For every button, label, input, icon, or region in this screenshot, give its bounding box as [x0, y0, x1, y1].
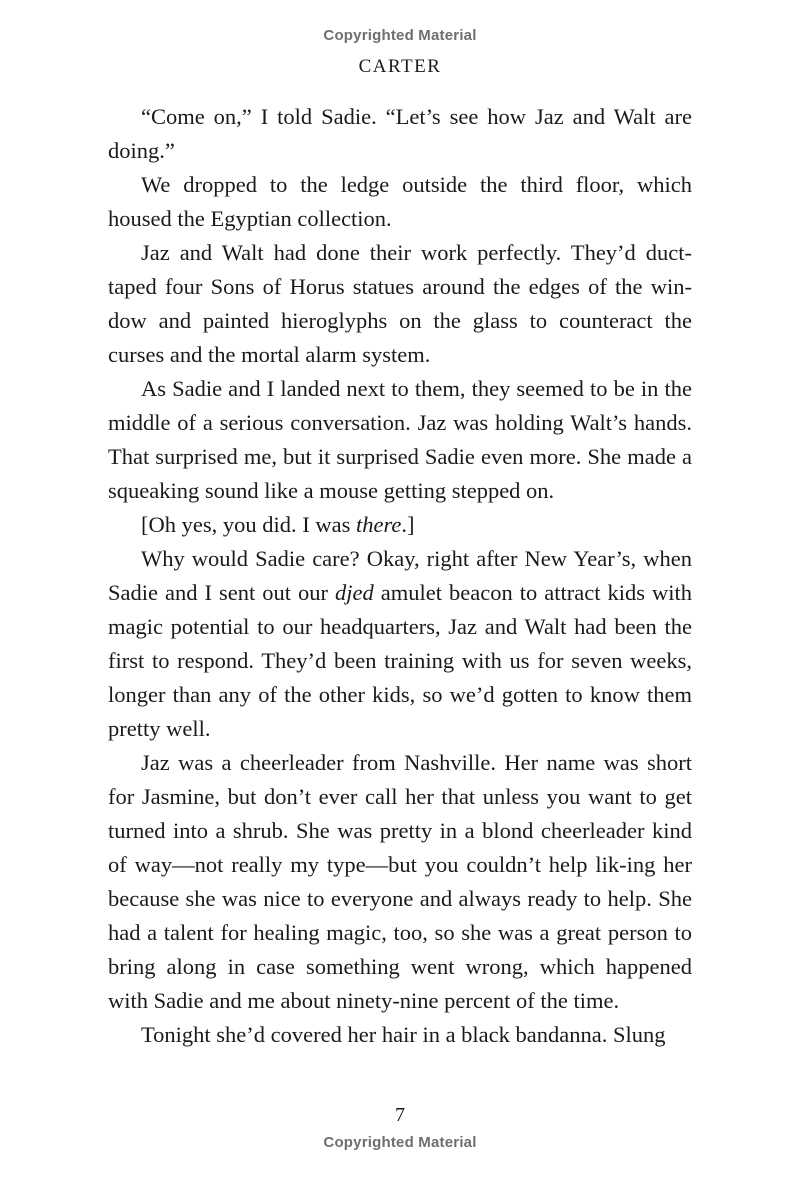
- text-run: Tonight she’d covered her hair in a black bandanna. Slung: [141, 1022, 666, 1047]
- text-run: Why would Sadie care? Okay, right after New Year’s, when Sadie and I sent out our: [108, 546, 692, 605]
- text-run: Jaz was a cheerleader from Nashville. Her name was short for Jasmine, but don’t ever call her that unless you want to get turned into a shrub. She was pretty in a blond cheerleader kind of way—not really my type—but you couldn’t help lik-ing her because she was nice to everyone and always ready to help. She had a talent for healing magic, too, so she was a great person to bring along in case something went wrong, which happened with Sadie and me about ninety-nine percent of the time.: [108, 750, 692, 1013]
- italic-run: there: [355, 512, 402, 537]
- copyright-watermark-bottom: Copyrighted Material: [323, 1134, 477, 1151]
- italic-run: djed: [335, 580, 374, 605]
- paragraph: [108, 746, 692, 1018]
- paragraph: [108, 236, 692, 372]
- paragraph: [108, 372, 692, 508]
- text-run: “Come on,” I told Sadie. “Let’s see how Jaz and Walt are doing.”: [108, 104, 692, 163]
- text-run: Jaz and Walt had done their work perfectly. They’d duct-taped four Sons of Horus statues around the edges of the win-dow and painted hieroglyphs on the glass to counteract the curses and the mortal alarm system.: [108, 240, 692, 367]
- paragraph: [108, 100, 692, 168]
- page-number: 7: [395, 1104, 405, 1126]
- body-text: [108, 100, 692, 1052]
- paragraph: [108, 542, 692, 746]
- text-run: [Oh yes, you did. I was: [141, 512, 356, 537]
- paragraph: [108, 168, 692, 236]
- running-head-chapter: CARTER: [358, 56, 442, 77]
- paragraph: [108, 508, 692, 542]
- copyright-watermark-top: Copyrighted Material: [323, 27, 477, 44]
- text-run: .]: [401, 512, 415, 537]
- text-run: amulet beacon to attract kids with magic potential to our headquarters, Jaz and Walt had been the first to respond. They’d been training with us for seven weeks, longer than any of the other kids, so we’d gotten to know them pretty well.: [108, 580, 692, 741]
- text-run: As Sadie and I landed next to them, they seemed to be in the middle of a serious conversation. Jaz was holding Walt’s hands. That surprised me, but it surprised Sadie even more. She made a squeaking sound like a mouse getting stepped on.: [108, 376, 692, 503]
- paragraph: [108, 1018, 692, 1052]
- text-run: We dropped to the ledge outside the third floor, which housed the Egyptian collection.: [108, 172, 692, 231]
